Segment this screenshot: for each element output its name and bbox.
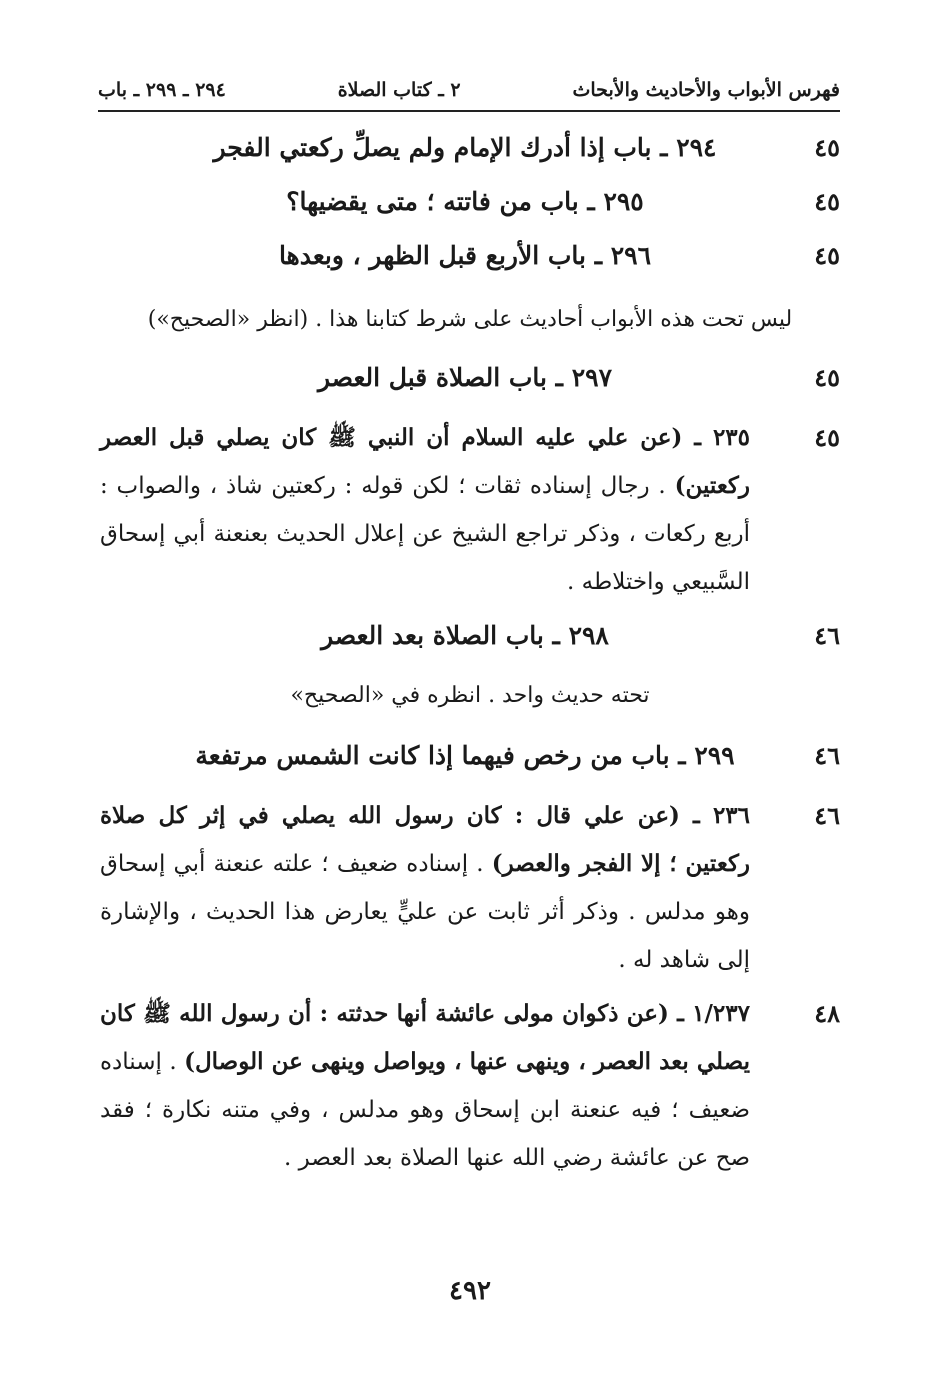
hadith-commentary: . إسناده ضعيف ؛ فيه عنعنة ابن إسحاق وهو مدلس ، وفي متنه نكارة ؛ فقد صح عن عائشة رضي الله عنها الصلاة بعد العصر . <box>100 1049 750 1171</box>
header-divider <box>98 110 840 112</box>
chapter-note: تحته حديث واحد . انظره في «الصحيح» <box>290 683 650 708</box>
running-header <box>98 72 840 108</box>
reference-number: ٤٦ <box>814 741 840 770</box>
chapter-note: ليس تحت هذه الأبواب أحاديث على شرط كتابنا هذا . (انظر «الصحيح») <box>147 307 793 332</box>
chapter-title: ٢٩٥ ـ باب من فاتته ؛ متى يقضيها؟ <box>286 187 644 216</box>
hadith-matn: ١/٢٣٧ ـ (عن ذكوان مولى عائشة أنها حدثته : أن رسول الله ﷺ كان يصلي بعد العصر ، وينهى عنها ، ويواصل وينهى عن الوصال) <box>100 1000 750 1075</box>
header-section-title: فهرس الأبواب والأحاديث والأبحاث <box>572 79 840 101</box>
header-book-title: ٢ ـ كتاب الصلاة <box>337 79 461 101</box>
header-chapter-range: ٢٩٤ ـ ٢٩٩ ـ باب <box>98 79 226 101</box>
reference-number: ٤٥ <box>814 187 840 216</box>
hadith-text <box>100 792 750 984</box>
hadith-text <box>100 414 750 606</box>
chapter-title: ٢٩٩ ـ باب من رخص فيهما إذا كانت الشمس مرتفعة <box>195 741 735 770</box>
reference-number: ٤٨ <box>814 999 840 1028</box>
reference-number: ٤٥ <box>814 363 840 392</box>
chapter-title: ٢٩٤ ـ باب إذا أدرك الإمام ولم يصلِّ ركعتي الفجر <box>213 133 717 162</box>
hadith-matn: ٢٣٦ ـ (عن علي قال : كان رسول الله يصلي في إثر كل صلاة ركعتين ؛ إلا الفجر والعصر) <box>100 802 750 877</box>
hadith-commentary: . رجال إسناده ثقات ؛ لكن قوله : ركعتين شاذ ، والصواب : أربع ركعات ، وذكر تراجع الشيخ عن إعلال الحديث بعنعنة أبي إسحاق السَّبيعي واختلاطه . <box>100 473 750 595</box>
hadith-matn: ٢٣٥ ـ (عن علي عليه السلام أن النبي ﷺ كان يصلي قبل العصر ركعتين) <box>100 424 750 499</box>
reference-number: ٤٦ <box>814 621 840 650</box>
chapter-title: ٢٩٨ ـ باب الصلاة بعد العصر <box>321 621 609 650</box>
chapter-title: ٢٩٦ ـ باب الأربع قبل الظهر ، وبعدها <box>278 241 652 270</box>
hadith-text <box>100 990 750 1182</box>
reference-number: ٤٥ <box>814 423 840 452</box>
chapter-title: ٢٩٧ ـ باب الصلاة قبل العصر <box>317 363 613 392</box>
reference-number: ٤٥ <box>814 241 840 270</box>
page-number: ٤٩٢ <box>449 1276 491 1306</box>
reference-number: ٤٥ <box>814 133 840 162</box>
hadith-commentary: . إسناده ضعيف ؛ علته عنعنة أبي إسحاق وهو مدلس . وذكر أثر ثابت عن عليٍّ يعارض هذا الحديث ، والإشارة إلى شاهد له . <box>100 851 750 973</box>
reference-number: ٤٦ <box>814 801 840 830</box>
